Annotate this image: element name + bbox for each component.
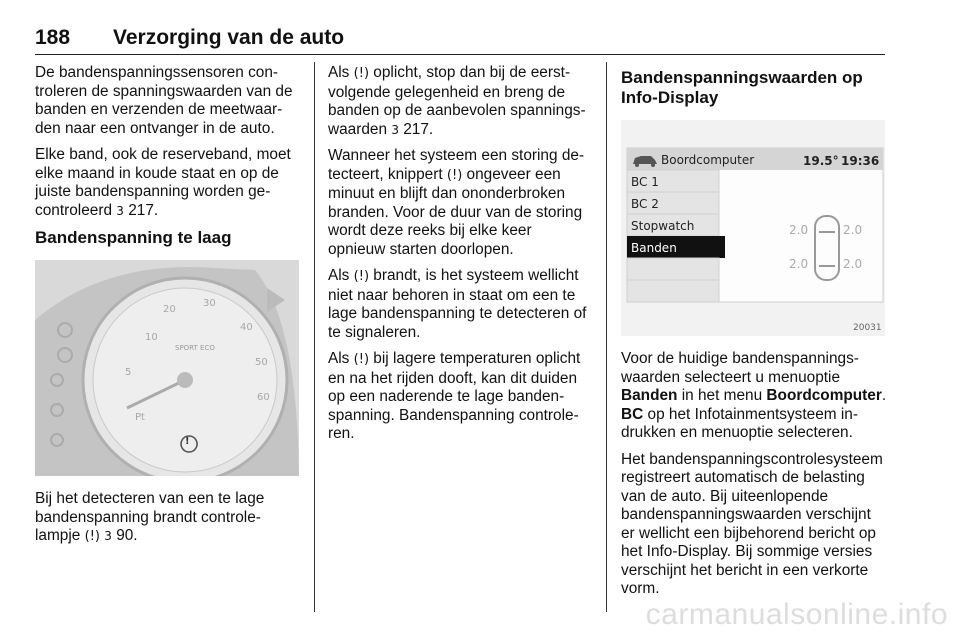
text: . [881,387,887,404]
page-ref[interactable]: 217. [128,201,159,219]
column-divider [606,62,607,612]
svg-text:10: 10 [145,332,158,343]
text: bij lagere temperaturen oplicht en na het rijden dooft, kan dit duiden op een naderende te lage bandenspanning. Bandenspanning controleren. [328,350,581,442]
pressure-front-right: 2.0 [843,223,863,237]
paragraph [621,350,887,443]
paragraph: De bandenspanningssensoren controleren de spanningswaarden van de banden en verzenden de meetwaarden naar een ontvanger in de auto. [35,64,293,137]
menu-item-stopwatch: Stopwatch [631,219,695,233]
instrument-cluster-figure [35,260,299,476]
display-menu [627,170,725,302]
column-3 [621,64,887,607]
menu-item-bc2: BC 2 [631,197,659,211]
section-heading: Bandenspanningswaarden op Info-Display [621,68,863,107]
pressure-rear-left: 2.0 [789,257,809,271]
svg-text:60: 60 [257,392,270,403]
paragraph [328,147,590,259]
svg-text:40: 40 [240,322,253,333]
figure-caption [35,490,300,547]
watermark: carmanualsonline.info [645,598,948,631]
tpms-icon: (!) [84,529,100,544]
info-display-illustration [621,120,885,336]
menu-option-banden: Banden [621,387,678,404]
paragraph: Het bandenspanningscontrolesysteem registreert automatisch de belasting van de auto. Bij uiteenlopende bandenspanningswaarden verschijnt er wellicht een bijbehorend bericht op het Info-Display. Bij sommige versies verschijnt het bericht in een verkorte vorm. [621,450,883,597]
page-ref[interactable]: 90. [116,527,138,544]
svg-text:SPORT ECO: SPORT ECO [175,344,215,352]
text: in het menu [677,387,767,404]
text: Als [328,267,354,284]
chapter-title: Verzorging van de auto [113,26,345,49]
paragraph [328,350,590,444]
tpms-icon: (!) [353,269,370,284]
paragraph [328,64,590,139]
text: Als [328,350,354,367]
text: oplicht, stop dan bij de eerstvolgende gelegenheid en breng de banden op de aanbevolen spanningswaarden [328,64,586,138]
text: brandt, is het systeem wellicht niet naar behoren in staat om een te lage bandenspanning te detecteren of te signaleren. [328,267,587,341]
tpms-icon: (!) [446,167,463,183]
text: Wanneer het systeem een storing detecteert, knippert [328,147,585,183]
display-title: Boordcomputer [661,153,755,167]
menu-boordcomputer: Boordcomputer [766,387,882,404]
instrument-cluster-illustration [35,260,299,476]
page-ref[interactable]: 217. [403,120,434,138]
text: Elke band, ook de reserveband, moet elke maand in koude staat en op de juiste bandenspanning worden gecontroleerd [35,146,291,219]
page-ref-arrow-icon: 3 [104,529,112,543]
info-display-figure [621,120,885,336]
section-heading: Bandenspanning te laag [35,228,232,247]
svg-text:5: 5 [125,367,132,378]
pressure-rear-right: 2.0 [843,257,863,271]
svg-text:30: 30 [203,298,216,309]
svg-text:!: ! [185,436,190,447]
text: ongeveer een minuut en blijft dan ononderbroken branden. Voor de duur van de storing wordt deze reeks bij elke keer opnieuw starten doorlopen. [328,165,583,258]
bc-button-label: BC [621,405,644,423]
tpms-icon: (!) [353,352,370,367]
column-1 [35,64,300,555]
page-ref-arrow-icon: 3 [391,122,399,137]
display-time: 19:36 [841,154,880,168]
text: Als [328,64,354,81]
svg-text:50: 50 [255,357,268,368]
text: op het Infotainmentsysteem indrukken en menuoptie selecteren. [621,405,858,441]
svg-text:20: 20 [163,304,176,315]
menu-item-bc1: BC 1 [631,175,659,189]
paragraph [328,267,590,342]
text: Bij het detecteren van een te lage bandenspanning brandt controlelampje [35,490,265,544]
tpms-icon: (!) [353,66,370,81]
page-header [35,24,885,55]
paragraph [35,146,300,220]
column-2 [328,64,590,452]
figure-code: 20031 [853,323,882,333]
column-divider [314,62,315,612]
display-temp: 19.5° [803,154,839,168]
menu-item-banden: Banden [631,241,677,255]
page-ref-arrow-icon: 3 [116,203,124,218]
pressure-front-left: 2.0 [789,223,809,237]
page-number: 188 [35,26,71,49]
svg-text:Pt: Pt [135,412,145,423]
text: Voor de huidige bandenspanningswaarden selecteert u menuoptie [621,350,859,386]
